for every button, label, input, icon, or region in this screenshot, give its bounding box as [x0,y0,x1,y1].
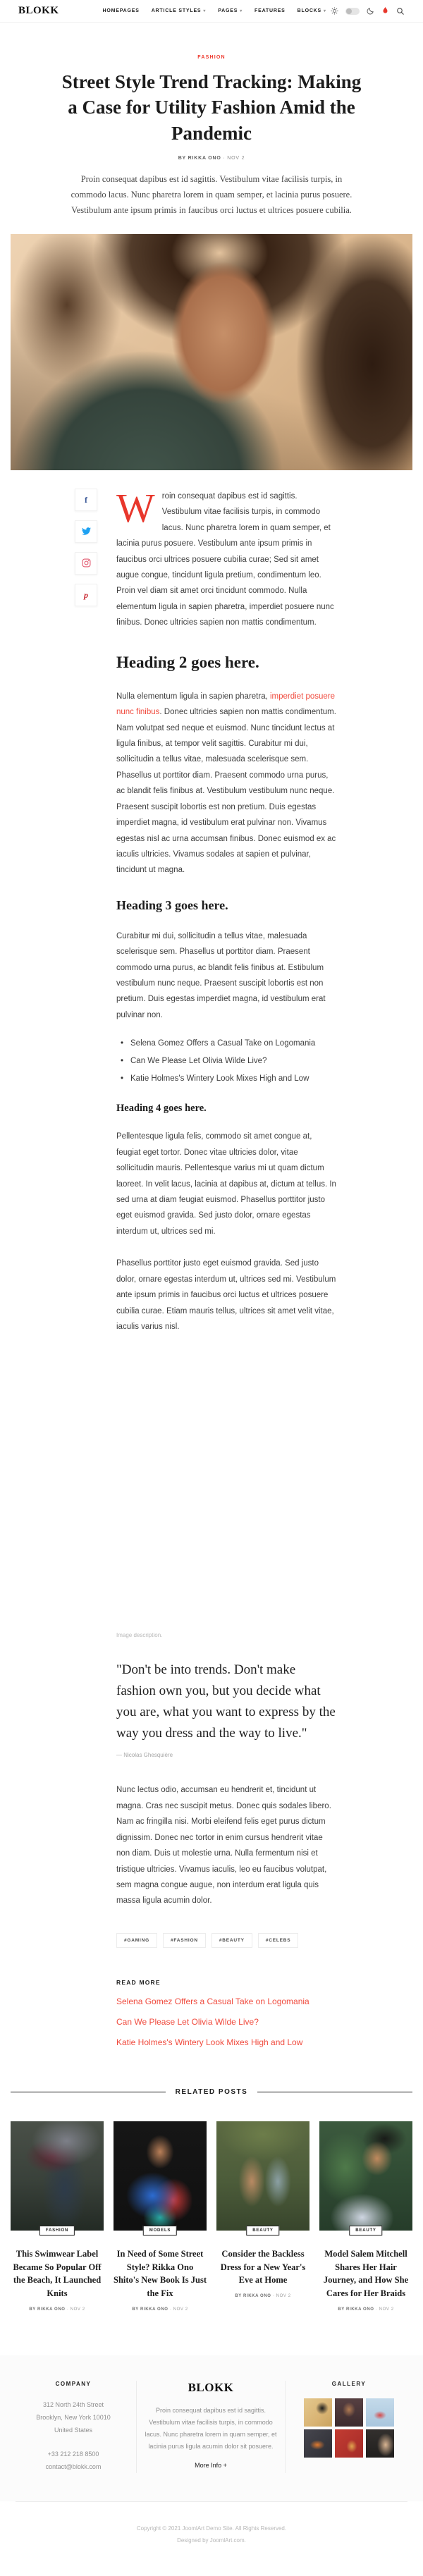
nav-item-article-styles[interactable]: ARTICLE STYLES ▾ [151,8,207,13]
related-post-byline: BY RIKKA ONO · NOV 2 [235,2294,291,2299]
nav-item-homepages[interactable]: HOMEPAGES [102,8,140,13]
toggle-knob [346,8,352,14]
hero-image [11,234,412,470]
related-post-byline: BY RIKKA ONO · NOV 2 [338,2307,394,2312]
copyright-bar [16,2501,407,2576]
tag-fashion[interactable]: #FASHION [163,1933,206,1948]
related-posts-title: RELATED POSTS [175,2087,248,2096]
tag-beauty[interactable]: #BEAUTY [212,1933,252,1948]
image-caption: Image description. [116,1632,163,1639]
search-icon[interactable] [396,7,405,16]
share-facebook-button[interactable] [75,489,97,511]
header-icons [331,6,405,16]
related-post-title[interactable]: Model Salem Mitchell Shares Her Hair Journey, and How She Cares for Her Braids [323,2248,409,2299]
read-more-link[interactable]: Can We Please Let Olivia Wilde Live? [116,2016,259,2027]
footer-email[interactable]: contact@blokk.com [45,2462,102,2470]
paragraph-3: Curabitur mi dui, sollicitudin a tellus vitae, malesuada scelerisque sem. Phasellus ut porttitor diam. Praesent commodo urna purus, ac blandit felis finibus at. Estibulum vestibulum nunc neque. Praesent suscipit lobortis est non pretium. Duis egestas imperdiet magna, id vestibulum erat pulvinar non. [116,931,326,1019]
gallery-thumb[interactable] [335,2429,363,2458]
related-post-card [11,2121,104,2312]
related-post-card [319,2121,412,2312]
bullet-list [121,1039,336,1083]
related-post-image[interactable] [114,2121,207,2231]
related-posts-divider [0,2088,423,2096]
author-link[interactable]: BY RIKKA ONO [178,156,221,161]
gallery-thumb[interactable] [366,2398,394,2427]
copyright-line-1: Copyright © 2021 JoomlArt Demo Site. All Rights Reserved. [136,2525,287,2532]
site-header [0,0,423,23]
paragraph-6: Nunc lectus odio, accumsan eu hendrerit et, tincidunt ut magna. Cras nec suscipit metus. Donec quis sodales libero. Nam ac fringilla nisi. Morbi eleifend felis eget purus dictum dignissim. Donec nec tortor in enim cursus hendrerit vitae non diam. Duis ut molestie urna. Nulla fermentum nisi et tristique ultricies. Vivamus iaculis, leo eu faucibus volutpat, sem magna congue augue, non interdum erat ligula quis massa ligula acumin dolor. [116,1786,331,1906]
heading-3: Heading 3 goes here. [116,897,228,912]
brand-flame-icon[interactable] [381,6,389,16]
dark-mode-moon-icon[interactable] [367,7,374,15]
footer-logo[interactable]: BLOKK [188,2380,234,2394]
category-badge[interactable]: BEAUTY [246,2226,279,2235]
nav-item-pages[interactable]: PAGES ▾ [218,8,243,13]
share-twitter-button[interactable] [75,520,97,543]
list-item[interactable]: • Selena Gomez Offers a Casual Take on Logomania [121,1039,336,1048]
article-title: Street Style Trend Tracking: Making a Case for Utility Fashion Amid the Pandemic [61,71,362,144]
category-badge[interactable]: BEAUTY [349,2226,382,2235]
facebook-icon: f [85,494,87,505]
light-mode-sun-icon[interactable] [331,7,338,15]
related-post-title[interactable]: Consider the Backless Dress for a New Year's Eve at Home [220,2248,306,2286]
related-post-byline: BY RIKKA ONO · NOV 2 [29,2307,85,2312]
read-more-link[interactable]: Selena Gomez Offers a Casual Take on Logomania [116,1996,309,2006]
related-post-card [216,2121,309,2312]
chevron-down-icon: ▾ [324,9,326,13]
article-content [116,484,336,2047]
paragraph-5: Phasellus porttitor justo eget euismod gravida. Sed justo dolor, ornare egestas interdum ut, ultrices sed mi. Vestibulum ante ipsum primis in faucibus orci luctus et ultrices posuere cubilia curae. Etiam mauris tellus, ultrices sit amet velit vitae, iaculis varius nisl. [116,1259,336,1331]
inline-figure [116,1351,336,1638]
category-badge[interactable]: FASHION [39,2226,75,2235]
article-body [0,484,423,2047]
chevron-down-icon: ▾ [240,9,243,13]
list-item[interactable]: • Can We Please Let Olivia Wilde Live? [121,1057,336,1065]
post-date: · NOV 2 [223,156,245,161]
footer-gallery-grid [304,2398,394,2458]
related-post-image[interactable] [11,2121,104,2231]
article-intro: Proin consequat dapibus est id sagittis. Vestibulum vitae facilisis turpis, in commodo lacus. Nunc pharetra lorem in quam semper, et lacinia purus posuere. Vestibulum ante ipsum primis in faucibus orci luctus et ultrices posuere cubilia. [70,174,352,216]
footer-about-column [136,2381,286,2473]
footer-company-heading: COMPANY [55,2380,92,2387]
paragraph-2: Nulla elementum ligula in sapien pharetra, imperdiet posuere nunc finibus. Donec ultricies sapien non mattis condimentum. Nam volutpat sed neque et euismod. Nunc tincidunt lectus at ligula finibus, at tempor velit sagittis. Curabitur mi dui, sollicitudin a tellus vitae, malesuada scelerisque sem. Phasellus ut porttitor diam. Praesent commodo urna purus, ac blandit felis finibus at. Vestibulum vestibulum nunc neque. Praesent suscipit lobortis est non pretium. Duis egestas imperdiet magna, id vestibulum erat pulvinar non. Vivamus egestas nisl ac urna accumsan finibus. Donec euismod ex ac iaculis ultricies. Vivamus sodales at sapien et pulvinar, tincidunt ut magna. [116,692,336,875]
article-head [0,23,423,219]
quote-text: "Don't be into trends. Don't make fashion own you, but you decide what you are, what you want to express by the way you dress and the way to live." [116,1662,336,1741]
gallery-thumb[interactable] [335,2398,363,2427]
heading-2: Heading 2 goes here. [116,653,259,671]
gallery-thumb[interactable] [304,2429,332,2458]
related-post-title[interactable]: This Swimwear Label Became So Popular Off the Beach, It Launched Knits [13,2248,102,2299]
chevron-down-icon: ▾ [203,9,207,13]
more-info-link[interactable]: More Info + [195,2462,227,2470]
inline-text-link[interactable]: imperdiet posuere nunc finibus [116,692,336,717]
drop-cap: W [116,484,155,531]
footer-company-column [11,2381,136,2473]
nav-item-features[interactable]: FEATURES [255,8,286,13]
related-post-image[interactable] [319,2121,412,2231]
footer-contact [18,2448,129,2473]
read-more-section [116,1979,336,2047]
category-tag[interactable]: FASHION [197,55,226,60]
instagram-icon [82,558,91,568]
theme-toggle[interactable] [345,8,360,15]
related-post-byline: BY RIKKA ONO · NOV 2 [132,2307,188,2312]
site-logo[interactable]: BLOKK [18,5,59,16]
article-byline [0,156,423,161]
footer-about-text: Proin consequat dapibus est id sagittis. Vestibulum vitae facilisis turpis, in commodo lacus. Nunc pharetra lorem in quam semper, et lacinia purus ligula acumin dolor sit posuere. [145,2406,277,2451]
related-post-card [114,2121,207,2312]
pinterest-icon: p [84,589,88,600]
copyright-line-2: Designed by JoomlArt.com. [177,2537,246,2544]
main-nav [103,8,326,13]
tag-gaming[interactable]: #GAMING [116,1933,157,1948]
read-more-label: READ MORE [116,1978,161,1986]
gallery-thumb[interactable] [366,2429,394,2458]
footer-gallery-heading: GALLERY [331,2380,367,2387]
related-post-title[interactable]: In Need of Some Street Style? Rikka Ono Shito's New Book Is Just the Fix [114,2248,207,2299]
twitter-icon [82,527,91,536]
list-item[interactable]: • Katie Holmes's Wintery Look Mixes High and Low [121,1074,336,1083]
quote-author: — Nicolas Ghesquière [116,1752,173,1759]
share-pinterest-button[interactable] [75,584,97,606]
category-badge[interactable]: MODELS [143,2226,177,2235]
site-footer [0,2355,423,2501]
gallery-thumb[interactable] [304,2398,332,2427]
footer-address: 312 North 24th Street Brooklyn, New York 10010 United States [36,2400,111,2434]
share-instagram-button[interactable] [75,552,97,575]
related-post-image[interactable] [216,2121,309,2231]
footer-gallery-column [286,2381,412,2473]
share-rail [75,489,97,2047]
read-more-link[interactable]: Katie Holmes's Wintery Look Mixes High and Low [116,2037,303,2047]
heading-4: Heading 4 goes here. [116,1103,207,1115]
inline-article-image [116,1351,336,1626]
footer-phone[interactable]: +33 212 218 8500 [47,2450,99,2458]
tags-row [116,1933,336,1948]
paragraph-4: Pellentesque ligula felis, commodo sit amet congue at, feugiat eget tortor. Donec vitae ultricies dolor, vitae sollicitudin mauris. Pellentesque varius mi ut quam dictum laoreet. In velit lacus, lacinia at dapibus at, dictum at tellus. In sed urna at diam feugiat euismod. Phasellus porttitor justo eget euismod gravida. Sed justo dolor, ornare egestas interdum ut, ultrices sed mi. [116,1132,336,1236]
related-posts-section [0,2088,423,2312]
nav-item-blocks[interactable]: BLOCKS ▾ [297,8,326,13]
blockquote [116,1660,336,1758]
related-posts-grid [0,2121,423,2312]
tag-celebs[interactable]: #CELEBS [258,1933,299,1948]
paragraph-1: Wroin consequat dapibus est id sagittis. Vestibulum vitae facilisis turpis, in commodo lacus. Nunc pharetra lorem in quam semper, et lacinia purus posuere. Vestibulum ante ipsum primis in faucibus orci ultrices posuere cubilia curae; Sed sit amet augue congue, tincidunt ligula pretium, condimentum leo. Proin vel diam sit amet orci tincidunt commodo. Nulla elementum ligula in sapien pharetra, imperdiet posuere nunc finibus. Donec ultricies sapien non mattis condimentum. [116,484,334,627]
